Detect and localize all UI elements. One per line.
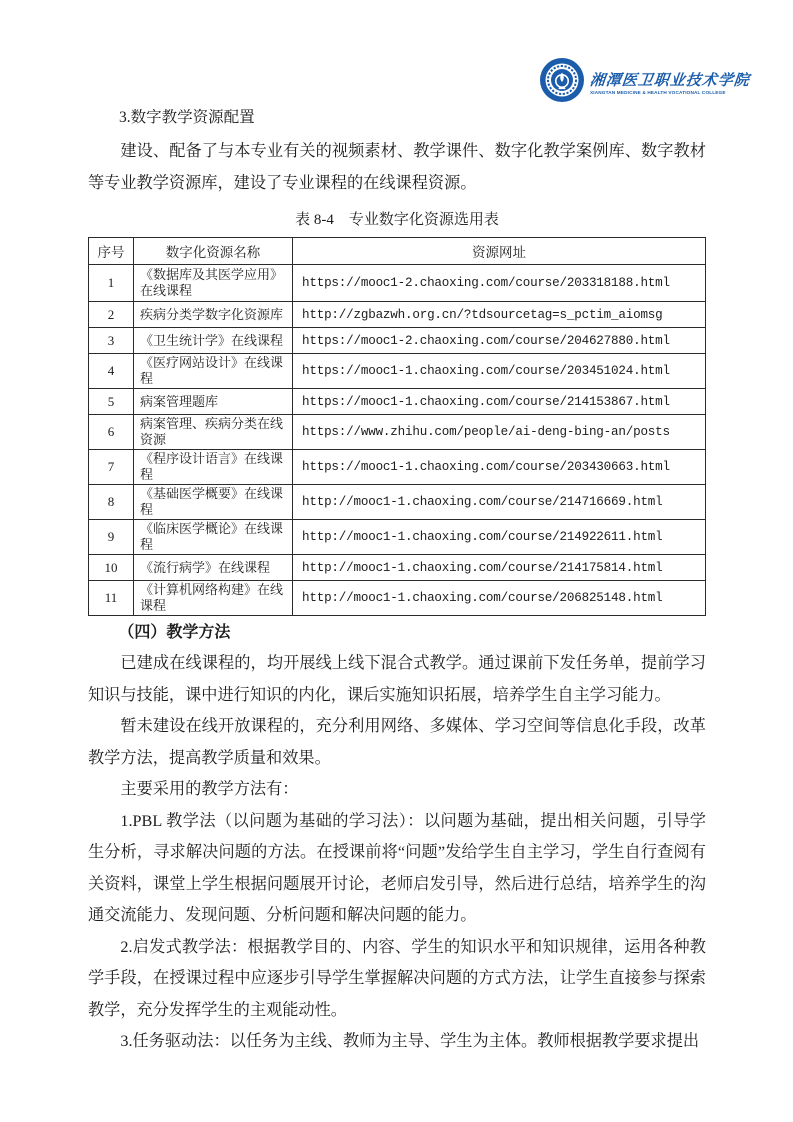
resource-url: https://mooc1-2.chaoxing.com/course/203318188.html [293,265,706,302]
resource-name: 《卫生统计学》在线课程 [134,328,293,354]
resource-no: 8 [89,485,134,520]
paragraph-methods-intro: 主要采用的教学方法有： [120,780,299,798]
resource-name: 《临床医学概论》在线课程 [134,520,293,555]
col-header-url: 资源网址 [293,238,706,265]
resource-no: 1 [89,265,134,302]
table-row [89,265,706,302]
resource-no: 6 [89,415,134,450]
col-header-name: 数字化资源名称 [134,238,293,265]
table-row [89,520,706,555]
resource-url: http://mooc1-1.chaoxing.com/course/214716669.html [293,485,706,520]
table-row [89,450,706,485]
resource-no: 4 [89,354,134,389]
school-emblem-icon [539,57,585,108]
table-row [89,555,706,581]
resource-name: 《程序设计语言》在线课程 [134,450,293,485]
paragraph-heuristic-method: 2.启发式教学法：根据教学目的、内容、学生的知识水平和知识规律，运用各种教学手段，在授课过程中应逐步引导学生掌握解决问题的方式方法，让学生直接参与探索教学，充分发挥学生的主观能动性。 [88,937,706,1019]
resource-url: https://mooc1-2.chaoxing.com/course/204627880.html [293,328,706,354]
resource-no: 9 [89,520,134,555]
resource-name: 病案管理、疾病分类在线资源 [134,415,293,450]
resource-no: 3 [89,328,134,354]
resource-url: http://zgbazwh.org.cn/?tdsourcetag=s_pctim_aiomsg [293,302,706,328]
table-row [89,328,706,354]
table-row [89,389,706,415]
resource-no: 11 [89,581,134,616]
resource-url: https://mooc1-1.chaoxing.com/course/203451024.html [293,354,706,389]
table-header-row [89,238,706,265]
col-header-no: 序号 [89,238,134,265]
table-row [89,485,706,520]
resource-no: 2 [89,302,134,328]
resource-url: http://mooc1-1.chaoxing.com/course/214922611.html [293,520,706,555]
resource-name: 《流行病学》在线课程 [134,555,293,581]
paragraph-pbl-method: 1.PBL 教学法（以问题为基础的学习法）：以问题为基础，提出相关问题，引导学生分析，寻求解决问题的方法。在授课前将“问题”发给学生自主学习，学生自行查阅有关资料，课堂上学生根据问题展开讨论，老师启发引导，然后进行总结，培养学生的沟通交流能力、发现问题、分析问题和解决问题的能力。 [88,811,706,924]
subsection-heading: （四）教学方法 [118,624,231,641]
resource-url: https://www.zhihu.com/people/ai-deng-bing-an/posts [293,415,706,450]
resource-name: 《数据库及其医学应用》在线课程 [134,265,293,302]
paragraph-no-online-course: 暂未建设在线开放课程的，充分利用网络、多媒体、学习空间等信息化手段，改革教学方法，提高教学质量和效果。 [88,717,706,767]
table-row [89,415,706,450]
document-body [88,106,706,1058]
table-row [89,581,706,616]
resource-no: 7 [89,450,134,485]
resource-name: 病案管理题库 [134,389,293,415]
intro-paragraph: 建设、配备了与本专业有关的视频素材、教学课件、数字化教学案例库、数字教材等专业教学资源库，建设了专业课程的在线课程资源。 [88,142,706,192]
resource-no: 5 [89,389,134,415]
numbered-heading: 3.数字教学资源配置 [119,109,255,126]
table-row [89,302,706,328]
table-row [89,354,706,389]
resource-name: 疾病分类学数字化资源库 [134,302,293,328]
digital-resources-table [88,237,706,616]
school-name-en: XIANGTAN MEDICINE & HEALTH VOCATIONAL COLLEGE [590,90,726,96]
resource-url: http://mooc1-1.chaoxing.com/course/214175814.html [293,555,706,581]
school-logo [539,57,764,108]
resource-no: 10 [89,555,134,581]
school-name-zh: 湘潭医卫职业技术学院 [589,72,751,89]
resource-name: 《基础医学概要》在线课程 [134,485,293,520]
resource-url: http://mooc1-1.chaoxing.com/course/206825148.html [293,581,706,616]
resource-name: 《医疗网站设计》在线课程 [134,354,293,389]
resource-name: 《计算机网络构建》在线课程 [134,581,293,616]
table-caption: 表 8-4 专业数字化资源选用表 [295,212,499,228]
resource-url: https://mooc1-1.chaoxing.com/course/203430663.html [293,450,706,485]
paragraph-task-driven-method: 3.任务驱动法：以任务为主线、教师为主导、学生为主体。教师根据教学要求提出 [120,1032,700,1050]
paragraph-blended-teaching: 已建成在线课程的，均开展线上线下混合式教学。通过课前下发任务单，提前学习知识与技能，课中进行知识的内化，课后实施知识拓展，培养学生自主学习能力。 [88,654,706,704]
resource-url: https://mooc1-1.chaoxing.com/course/214153867.html [293,389,706,415]
